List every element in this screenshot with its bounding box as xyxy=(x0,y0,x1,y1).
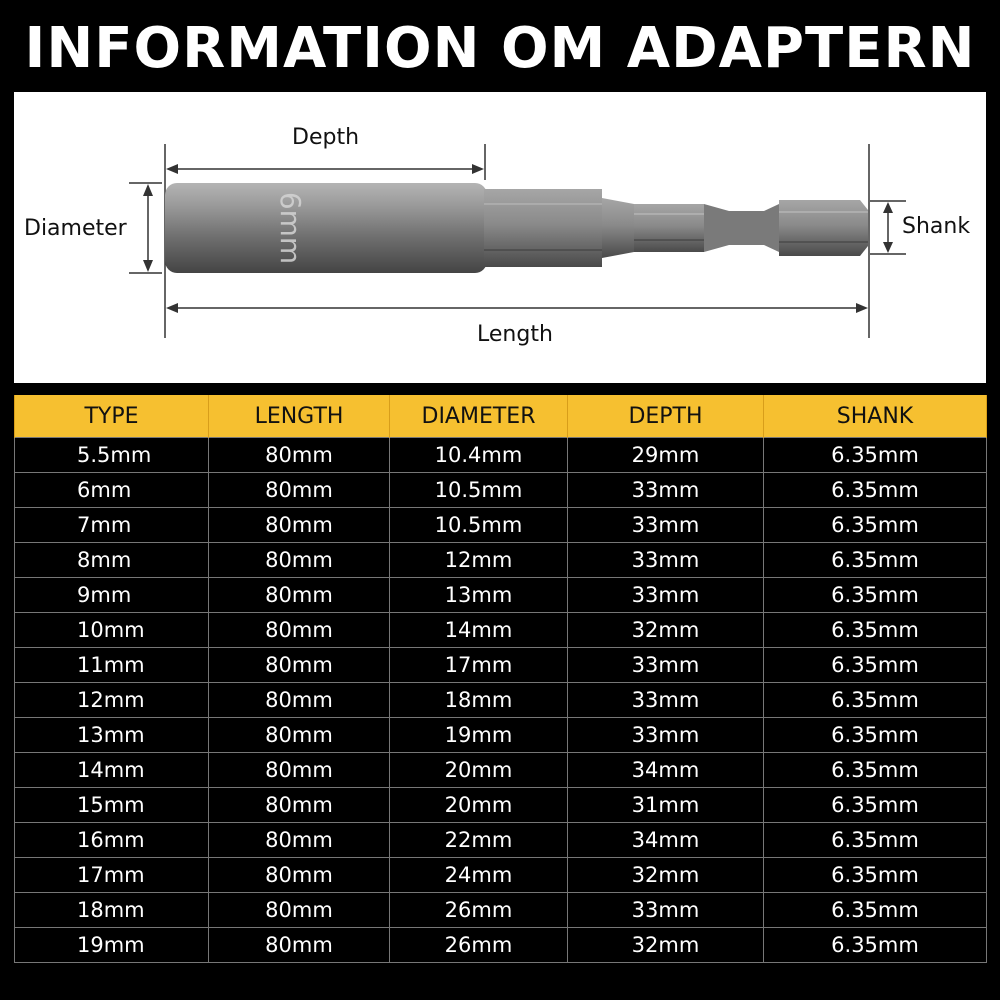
cell-depth: 34mm xyxy=(568,823,764,858)
neck xyxy=(602,198,634,258)
table-row xyxy=(15,823,987,858)
cell-type: 17mm xyxy=(15,858,209,893)
hex-collar xyxy=(484,189,602,267)
table-row xyxy=(15,683,987,718)
cell-shank: 6.35mm xyxy=(764,753,987,788)
table-row xyxy=(15,648,987,683)
cell-type: 19mm xyxy=(15,928,209,963)
cell-diameter: 26mm xyxy=(390,893,568,928)
page-title: INFORMATION OM ADAPTERN xyxy=(24,16,976,81)
table-row xyxy=(15,893,987,928)
header-depth: DEPTH xyxy=(568,395,764,438)
table-row xyxy=(15,753,987,788)
spec-table-grid xyxy=(14,395,987,963)
table-row xyxy=(15,543,987,578)
cell-type: 8mm xyxy=(15,543,209,578)
length-arrow-head-right xyxy=(856,303,868,313)
cell-depth: 32mm xyxy=(568,613,764,648)
adapter-diagram xyxy=(14,92,986,383)
cell-depth: 33mm xyxy=(568,648,764,683)
cell-length: 80mm xyxy=(209,893,390,928)
cell-depth: 33mm xyxy=(568,473,764,508)
cell-depth: 33mm xyxy=(568,893,764,928)
cell-diameter: 10.5mm xyxy=(390,508,568,543)
cell-shank: 6.35mm xyxy=(764,473,987,508)
cell-depth: 32mm xyxy=(568,858,764,893)
cell-type: 11mm xyxy=(15,648,209,683)
cell-diameter: 22mm xyxy=(390,823,568,858)
cell-length: 80mm xyxy=(209,473,390,508)
cell-depth: 33mm xyxy=(568,683,764,718)
spec-table xyxy=(14,395,986,980)
cell-length: 80mm xyxy=(209,613,390,648)
cell-length: 80mm xyxy=(209,683,390,718)
cell-shank: 6.35mm xyxy=(764,438,987,473)
cell-length: 80mm xyxy=(209,858,390,893)
cell-shank: 6.35mm xyxy=(764,928,987,963)
table-header-row xyxy=(15,395,987,438)
cell-depth: 33mm xyxy=(568,543,764,578)
shank-groove xyxy=(704,204,779,252)
cell-length: 80mm xyxy=(209,823,390,858)
cell-type: 7mm xyxy=(15,508,209,543)
cell-depth: 29mm xyxy=(568,438,764,473)
depth-arrow-head-left xyxy=(166,164,178,174)
table-row xyxy=(15,438,987,473)
diameter-label: Diameter xyxy=(24,216,127,241)
header-length: LENGTH xyxy=(209,395,390,438)
cell-diameter: 14mm xyxy=(390,613,568,648)
cell-depth: 31mm xyxy=(568,788,764,823)
shank-tip xyxy=(779,200,868,256)
cell-shank: 6.35mm xyxy=(764,578,987,613)
socket-body xyxy=(165,183,487,273)
cell-diameter: 10.4mm xyxy=(390,438,568,473)
cell-type: 6mm xyxy=(15,473,209,508)
cell-diameter: 26mm xyxy=(390,928,568,963)
cell-diameter: 20mm xyxy=(390,788,568,823)
cell-length: 80mm xyxy=(209,578,390,613)
cell-shank: 6.35mm xyxy=(764,543,987,578)
cell-length: 80mm xyxy=(209,788,390,823)
table-row xyxy=(15,928,987,963)
cell-shank: 6.35mm xyxy=(764,788,987,823)
cell-shank: 6.35mm xyxy=(764,613,987,648)
cell-shank: 6.35mm xyxy=(764,823,987,858)
shank-label: Shank xyxy=(902,214,971,239)
cell-diameter: 20mm xyxy=(390,753,568,788)
cell-diameter: 18mm xyxy=(390,683,568,718)
length-arrow-head-left xyxy=(166,303,178,313)
cell-length: 80mm xyxy=(209,508,390,543)
cell-length: 80mm xyxy=(209,928,390,963)
table-row xyxy=(15,508,987,543)
cell-depth: 34mm xyxy=(568,753,764,788)
length-label: Length xyxy=(477,322,553,347)
table-body xyxy=(15,438,987,963)
diameter-arrow-head-bottom xyxy=(143,260,153,272)
cell-diameter: 10.5mm xyxy=(390,473,568,508)
table-row xyxy=(15,473,987,508)
depth-label: Depth xyxy=(292,125,360,150)
cell-depth: 33mm xyxy=(568,718,764,753)
cell-depth: 32mm xyxy=(568,928,764,963)
cell-diameter: 12mm xyxy=(390,543,568,578)
shank-hex-front xyxy=(634,204,704,252)
cell-shank: 6.35mm xyxy=(764,683,987,718)
cell-diameter: 17mm xyxy=(390,648,568,683)
cell-type: 13mm xyxy=(15,718,209,753)
shank-arrow-head-top xyxy=(883,202,893,213)
cell-shank: 6.35mm xyxy=(764,648,987,683)
cell-length: 80mm xyxy=(209,438,390,473)
cell-length: 80mm xyxy=(209,753,390,788)
depth-arrow-head-right xyxy=(472,164,484,174)
cell-diameter: 24mm xyxy=(390,858,568,893)
cell-type: 18mm xyxy=(15,893,209,928)
table-row xyxy=(15,613,987,648)
header-type: TYPE xyxy=(15,395,209,438)
shank-arrow-head-bottom xyxy=(883,242,893,253)
cell-length: 80mm xyxy=(209,718,390,753)
header-diameter: DIAMETER xyxy=(390,395,568,438)
cell-diameter: 19mm xyxy=(390,718,568,753)
cell-depth: 33mm xyxy=(568,508,764,543)
cell-type: 16mm xyxy=(15,823,209,858)
cell-shank: 6.35mm xyxy=(764,893,987,928)
cell-type: 10mm xyxy=(15,613,209,648)
table-row xyxy=(15,858,987,893)
diameter-arrow-head-top xyxy=(143,184,153,196)
cell-shank: 6.35mm xyxy=(764,858,987,893)
cell-type: 14mm xyxy=(15,753,209,788)
cell-diameter: 13mm xyxy=(390,578,568,613)
cell-type: 15mm xyxy=(15,788,209,823)
table-row xyxy=(15,718,987,753)
cell-shank: 6.35mm xyxy=(764,508,987,543)
engraving-text: 6mm xyxy=(274,191,307,265)
cell-depth: 33mm xyxy=(568,578,764,613)
cell-type: 9mm xyxy=(15,578,209,613)
table-row xyxy=(15,788,987,823)
table-row xyxy=(15,578,987,613)
cell-shank: 6.35mm xyxy=(764,718,987,753)
cell-type: 5.5mm xyxy=(15,438,209,473)
cell-length: 80mm xyxy=(209,648,390,683)
cell-type: 12mm xyxy=(15,683,209,718)
header-shank: SHANK xyxy=(764,395,987,438)
cell-length: 80mm xyxy=(209,543,390,578)
